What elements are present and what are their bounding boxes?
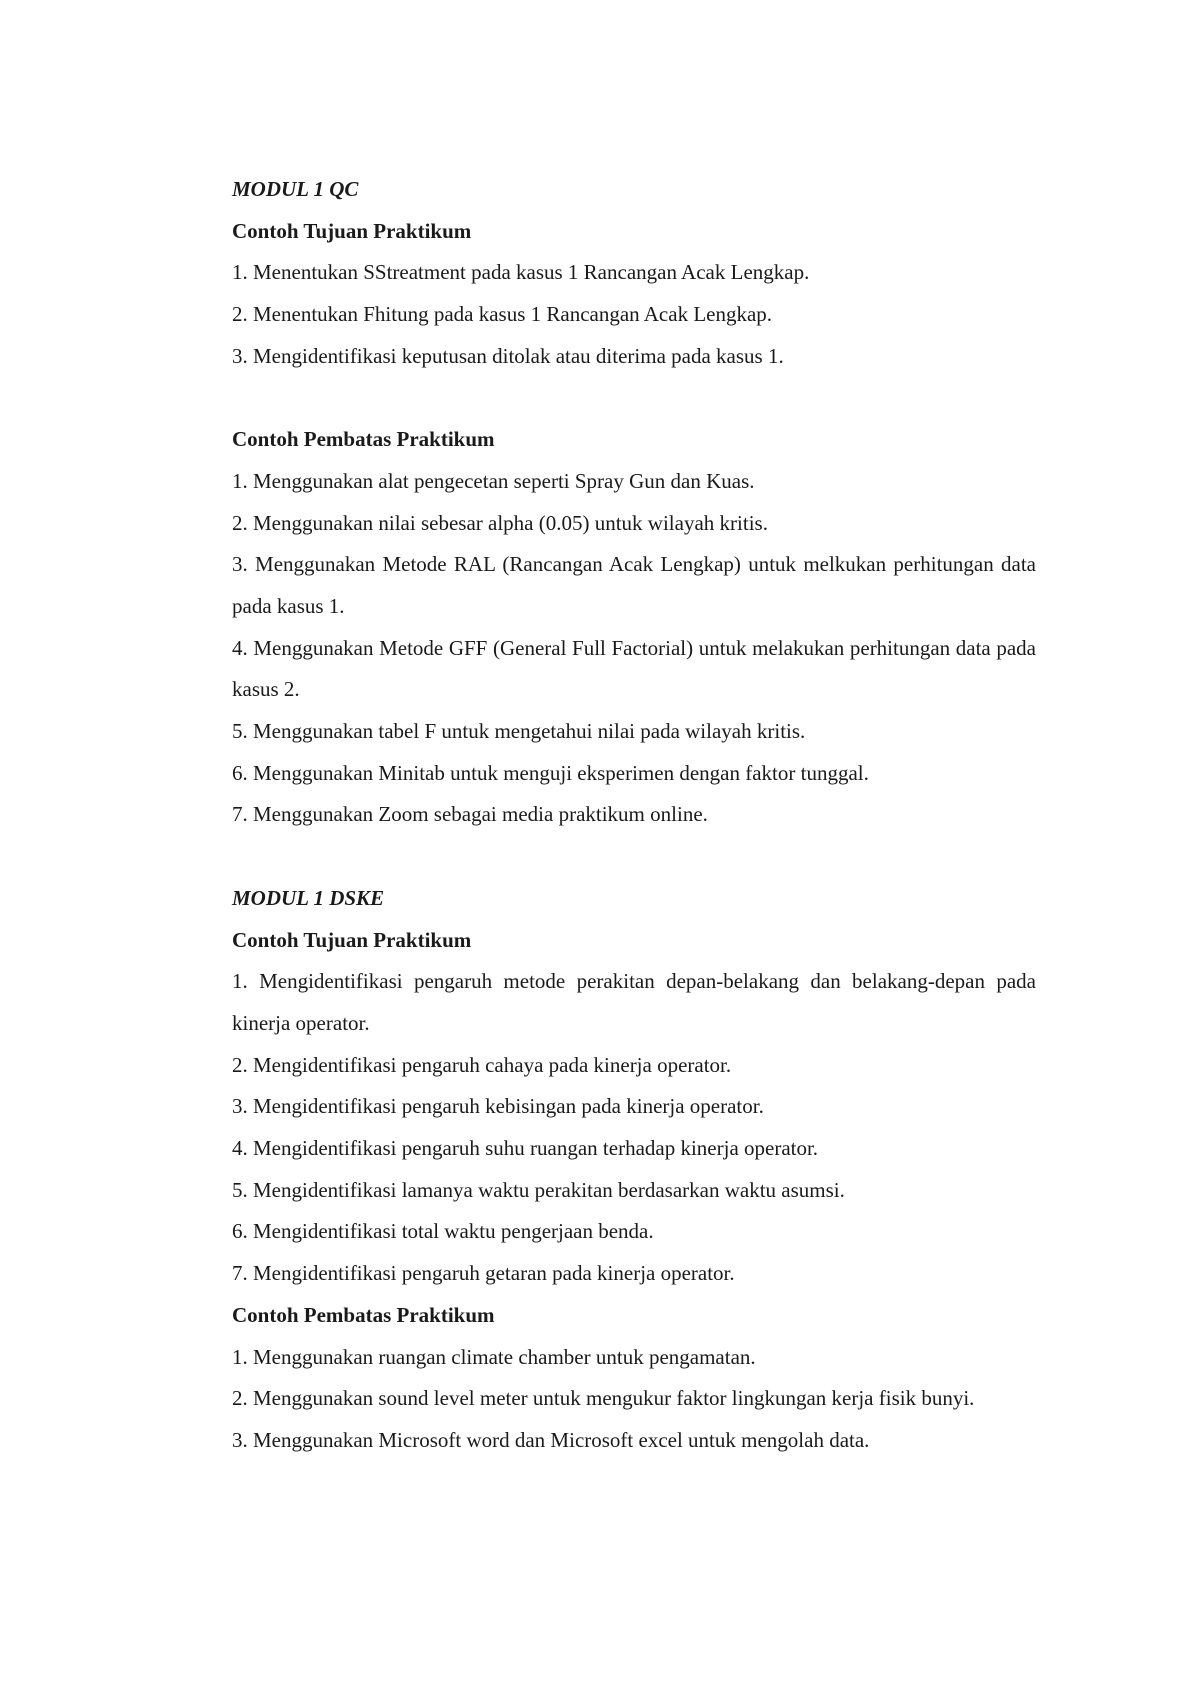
module-title-qc: MODUL 1 QC: [232, 177, 359, 201]
list-item: 3. Menggunakan Metode RAL (Rancangan Acak Lengkap) untuk melkukan perhitungan data pada kasus 1.: [232, 552, 1036, 618]
list-item: 5. Mengidentifikasi lamanya waktu perakitan berdasarkan waktu asumsi.: [232, 1177, 845, 1202]
list-item: 1. Mengidentifikasi pengaruh metode perakitan depan-belakang dan belakang-depan pada kinerja operator.: [232, 969, 1036, 1035]
list-item: 7. Menggunakan Zoom sebagai media praktikum online.: [232, 802, 708, 827]
list-item: 3. Mengidentifikasi keputusan ditolak atau diterima pada kasus 1.: [232, 343, 784, 368]
list-item: 4. Menggunakan Metode GFF (General Full Factorial) untuk melakukan perhitungan data pada kasus 2.: [232, 635, 1036, 702]
section-heading-pembatas-qc: Contoh Pembatas Praktikum: [232, 427, 495, 452]
module-title-dske: MODUL 1 DSKE: [232, 885, 385, 910]
document-content: [232, 169, 1036, 1462]
list-item: 3. Menggunakan Microsoft word dan Microsoft excel untuk mengolah data.: [232, 1427, 870, 1452]
list-item: 2. Menentukan Fhitung pada kasus 1 Rancangan Acak Lengkap.: [232, 302, 773, 327]
list-item: 3. Mengidentifikasi pengaruh kebisingan pada kinerja operator.: [232, 1094, 764, 1119]
list-item: 6. Mengidentifikasi total waktu pengerjaan benda.: [232, 1219, 654, 1244]
list-item: 4. Mengidentifikasi pengaruh suhu ruangan terhadap kinerja operator.: [232, 1136, 819, 1161]
paragraph-spacer: [232, 836, 1036, 878]
list-item: 2. Menggunakan sound level meter untuk mengukur faktor lingkungan kerja fisik bunyi.: [232, 1386, 975, 1411]
list-item: 1. Menggunakan alat pengecetan seperti Spray Gun dan Kuas.: [232, 468, 755, 493]
section-heading-pembatas-dske: Contoh Pembatas Praktikum: [232, 1302, 495, 1327]
list-item: 7. Mengidentifikasi pengaruh getaran pada kinerja operator.: [232, 1261, 735, 1286]
paragraph-spacer: [232, 377, 1036, 419]
list-item: 2. Mengidentifikasi pengaruh cahaya pada kinerja operator.: [232, 1052, 732, 1077]
section-heading-tujuan-qc: Contoh Tujuan Praktikum: [232, 218, 472, 243]
list-item: 2. Menggunakan nilai sebesar alpha (0.05) untuk wilayah kritis.: [232, 510, 768, 535]
list-item: 6. Menggunakan Minitab untuk menguji eksperimen dengan faktor tunggal.: [232, 760, 869, 785]
section-heading-tujuan-dske: Contoh Tujuan Praktikum: [232, 927, 472, 952]
list-item: 5. Menggunakan tabel F untuk mengetahui nilai pada wilayah kritis.: [232, 719, 806, 744]
list-item: 1. Menggunakan ruangan climate chamber untuk pengamatan.: [232, 1344, 756, 1369]
list-item: 1. Menentukan SStreatment pada kasus 1 Rancangan Acak Lengkap.: [232, 260, 810, 285]
